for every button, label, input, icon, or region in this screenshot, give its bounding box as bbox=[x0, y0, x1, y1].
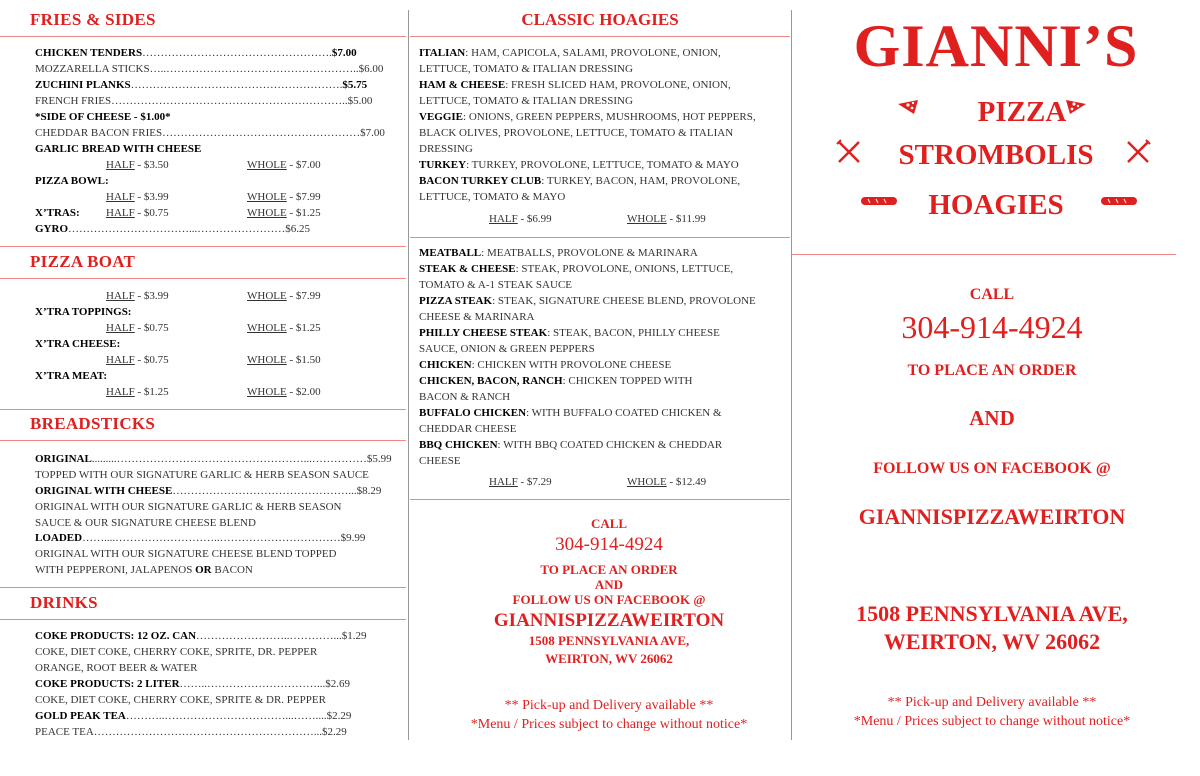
delivery-note: ** Pick-up and Delivery available ** bbox=[504, 698, 714, 713]
divider bbox=[0, 278, 406, 279]
address-line-2: WEIRTON, WV 26062 bbox=[545, 651, 673, 666]
hoagie-line: CHEESE bbox=[419, 455, 461, 467]
brand-title: GIANNI’S bbox=[853, 13, 1139, 79]
hoagie-line: BUFFALO CHICKEN: WITH BUFFALO COATED CHICKEN & bbox=[419, 407, 722, 419]
breadsticks-section-title: BREADSTICKS bbox=[30, 414, 156, 433]
menu-item: PIZZA BOWL: bbox=[35, 175, 109, 187]
divider bbox=[0, 587, 406, 588]
menu-item: GYRO……………………………...……………………$6.25 bbox=[35, 223, 310, 235]
menu-item: GARLIC BREAD WITH CHEESE bbox=[35, 143, 202, 155]
price-disclaimer: *Menu / Prices subject to change without notice* bbox=[470, 717, 748, 732]
menu-item: CHEDDAR BACON FRIES………………………………………………$7.00 bbox=[35, 127, 385, 139]
menu-item: X’TRAS: bbox=[35, 207, 80, 219]
facebook-label: FOLLOW US ON FACEBOOK @ bbox=[512, 592, 706, 607]
hoagie-line: BLACK OLIVES, PROVOLONE, LETTUCE, TOMATO & ITALIAN bbox=[419, 127, 734, 139]
address-line-2: WEIRTON, WV 26062 bbox=[883, 629, 1101, 654]
price-option: WHOLE - $1.25 bbox=[247, 322, 321, 334]
hoagie-line: SAUCE, ONION & GREEN PEPPERS bbox=[419, 343, 595, 355]
place-order-label: TO PLACE AN ORDER bbox=[907, 362, 1077, 379]
divider bbox=[0, 619, 406, 620]
divider bbox=[0, 409, 406, 410]
hoagie-line: TURKEY: TURKEY, PROVOLONE, LETTUCE, TOMATO & MAYO bbox=[419, 159, 739, 171]
hoagie-line: LETTUCE, TOMATO & MAYO bbox=[419, 191, 566, 203]
hoagie-line: VEGGIE: ONIONS, GREEN PEPPERS, MUSHROOMS, HOT PEPPERS, bbox=[419, 111, 756, 123]
menu-item-description: SAUCE & OUR SIGNATURE CHEESE BLEND bbox=[35, 517, 256, 529]
price-option: HALF - $0.75 bbox=[106, 207, 169, 219]
hoagie-line: CHEESE & MARINARA bbox=[419, 311, 535, 323]
menu-item: ZUCHINI PLANKS………………………………………………….$5.75 bbox=[35, 79, 368, 91]
pizza-label: PIZZA bbox=[977, 96, 1067, 128]
price-option: WHOLE - $7.99 bbox=[247, 290, 321, 302]
menu-item-description: COKE, DIET COKE, CHERRY COKE, SPRITE, DR. PEPPER bbox=[35, 646, 318, 658]
hoagie-line: LETTUCE, TOMATO & ITALIAN DRESSING bbox=[419, 95, 633, 107]
menu-item: X’TRA TOPPINGS: bbox=[35, 306, 132, 318]
hoagies-label: HOAGIES bbox=[928, 189, 1064, 221]
strombolis-label: STROMBOLIS bbox=[898, 139, 1094, 171]
menu-item: X’TRA MEAT: bbox=[35, 370, 108, 382]
hoagie-line: STEAK & CHEESE: STEAK, PROVOLONE, ONIONS, LETTUCE, bbox=[419, 263, 734, 275]
price-option: WHOLE - $2.00 bbox=[247, 386, 321, 398]
and-label: AND bbox=[969, 406, 1015, 430]
price-option: WHOLE - $12.49 bbox=[627, 476, 707, 488]
call-label: CALL bbox=[590, 516, 628, 531]
hoagie-line: PIZZA STEAK: STEAK, SIGNATURE CHEESE BLEND, PROVOLONE bbox=[419, 295, 756, 307]
menu-item: PEACE TEA……………………………………………………...$2.29 bbox=[35, 726, 347, 738]
menu-item: COKE PRODUCTS: 2 LITER……..…………………………...$2.69 bbox=[35, 678, 351, 690]
price-option: HALF - $6.99 bbox=[489, 213, 552, 225]
price-option: WHOLE - $1.25 bbox=[247, 207, 321, 219]
price-option: HALF - $1.25 bbox=[106, 386, 169, 398]
call-label: CALL bbox=[969, 286, 1015, 303]
hoagie-line: MEATBALL: MEATBALLS, PROVOLONE & MARINARA bbox=[419, 247, 698, 259]
menu-item: GOLD PEAK TEA………..……………………………...……....$2.29 bbox=[35, 710, 352, 722]
fries-section-title: FRIES & SIDES bbox=[30, 10, 156, 29]
hoagie-line: HAM & CHEESE: FRESH SLICED HAM, PROVOLONE, ONION, bbox=[419, 79, 731, 91]
hoagie-line: DRESSING bbox=[419, 143, 473, 155]
hoagie-icon bbox=[1100, 195, 1138, 207]
address-line-1: 1508 PENNSYLVANIA AVE, bbox=[856, 601, 1128, 626]
price-option: WHOLE - $11.99 bbox=[627, 213, 706, 225]
fork-knife-icon bbox=[1124, 138, 1152, 166]
place-order-label: TO PLACE AN ORDER bbox=[540, 562, 678, 577]
divider bbox=[410, 237, 790, 238]
pizza-slice-icon bbox=[1064, 98, 1088, 116]
menu-item: MOZZARELLA STICKS…..……………………………………………..$6.00 bbox=[35, 63, 384, 75]
hoagie-line: BBQ CHICKEN: WITH BBQ COATED CHICKEN & CHEDDAR bbox=[419, 439, 723, 451]
hoagies-section-title: CLASSIC HOAGIES bbox=[521, 10, 679, 29]
menu-item-description: WITH PEPPERONI, JALAPENOS OR BACON bbox=[35, 564, 253, 576]
drinks-section-title: DRINKS bbox=[30, 593, 98, 612]
menu-item: FRENCH FRIES………………………………………………………..$5.00 bbox=[35, 95, 373, 107]
menu-item-description: ORIGINAL WITH OUR SIGNATURE GARLIC & HERB SEASON bbox=[35, 501, 342, 513]
price-option: HALF - $3.99 bbox=[106, 290, 169, 302]
hoagie-line: PHILLY CHEESE STEAK: STEAK, BACON, PHILLY CHEESE bbox=[419, 327, 720, 339]
hoagie-line: CHEDDAR CHEESE bbox=[419, 423, 517, 435]
hoagie-line: CHICKEN: CHICKEN WITH PROVOLONE CHEESE bbox=[419, 359, 672, 371]
divider bbox=[410, 499, 790, 500]
menu-item-description: ORIGINAL WITH OUR SIGNATURE CHEESE BLEND TOPPED bbox=[35, 548, 337, 560]
divider bbox=[0, 36, 406, 37]
divider bbox=[0, 246, 406, 247]
hoagie-line: ITALIAN: HAM, CAPICOLA, SALAMI, PROVOLONE, ONION, bbox=[419, 47, 721, 59]
menu-item: LOADED……....………………………..……………………………$9.99 bbox=[35, 532, 366, 544]
menu-item: ORIGINAL.........……………………………………………...……………$5.99 bbox=[35, 453, 392, 465]
facebook-handle[interactable]: GIANNISPIZZAWEIRTON bbox=[493, 610, 725, 631]
price-option: WHOLE - $7.00 bbox=[247, 159, 321, 171]
facebook-label: FOLLOW US ON FACEBOOK @ bbox=[873, 460, 1111, 477]
menu-item: ORIGINAL WITH CHEESE…………………………………………...$8.29 bbox=[35, 485, 382, 497]
phone-number[interactable]: 304-914-4924 bbox=[901, 309, 1083, 345]
pizza-boat-section-title: PIZZA BOAT bbox=[30, 252, 136, 271]
price-option: HALF - $0.75 bbox=[106, 354, 169, 366]
menu-item-description: TOPPED WITH OUR SIGNATURE GARLIC & HERB SEASON SAUCE bbox=[35, 469, 369, 481]
price-disclaimer: *Menu / Prices subject to change without notice* bbox=[853, 714, 1131, 729]
hoagie-line: CHICKEN, BACON, RANCH: CHICKEN TOPPED WITH bbox=[419, 375, 693, 387]
delivery-note: ** Pick-up and Delivery available ** bbox=[887, 695, 1097, 710]
address-line-1: 1508 PENNSYLVANIA AVE, bbox=[528, 633, 690, 648]
divider bbox=[410, 36, 790, 37]
divider bbox=[792, 254, 1176, 255]
price-option: HALF - $3.50 bbox=[106, 159, 169, 171]
hoagie-line: BACON & RANCH bbox=[419, 391, 511, 403]
hoagie-line: BACON TURKEY CLUB: TURKEY, BACON, HAM, PROVOLONE, bbox=[419, 175, 741, 187]
hoagie-line: TOMATO & A-1 STEAK SAUCE bbox=[419, 279, 572, 291]
menu-item: COKE PRODUCTS: 12 OZ. CAN……………………..…………...$1.29 bbox=[35, 630, 367, 642]
price-option: HALF - $7.29 bbox=[489, 476, 552, 488]
menu-item-description: COKE, DIET COKE, CHERRY COKE, SPRITE & DR. PEPPER bbox=[35, 694, 326, 706]
price-option: WHOLE - $7.99 bbox=[247, 191, 321, 203]
and-label: AND bbox=[594, 577, 624, 592]
phone-number[interactable]: 304-914-4924 bbox=[555, 534, 663, 555]
price-option: HALF - $0.75 bbox=[106, 322, 169, 334]
menu-item: CHICKEN TENDERS…………………………………………….$7.00 bbox=[35, 47, 357, 59]
divider bbox=[0, 440, 406, 441]
menu-item-description: ORANGE, ROOT BEER & WATER bbox=[35, 662, 198, 674]
menu-item: *SIDE OF CHEESE - $1.00* bbox=[35, 111, 171, 123]
hoagie-line: LETTUCE, TOMATO & ITALIAN DRESSING bbox=[419, 63, 633, 75]
menu-item: X’TRA CHEESE: bbox=[35, 338, 121, 350]
price-option: HALF - $3.99 bbox=[106, 191, 169, 203]
facebook-handle[interactable]: GIANNISPIZZAWEIRTON bbox=[858, 504, 1126, 529]
price-option: WHOLE - $1.50 bbox=[247, 354, 321, 366]
